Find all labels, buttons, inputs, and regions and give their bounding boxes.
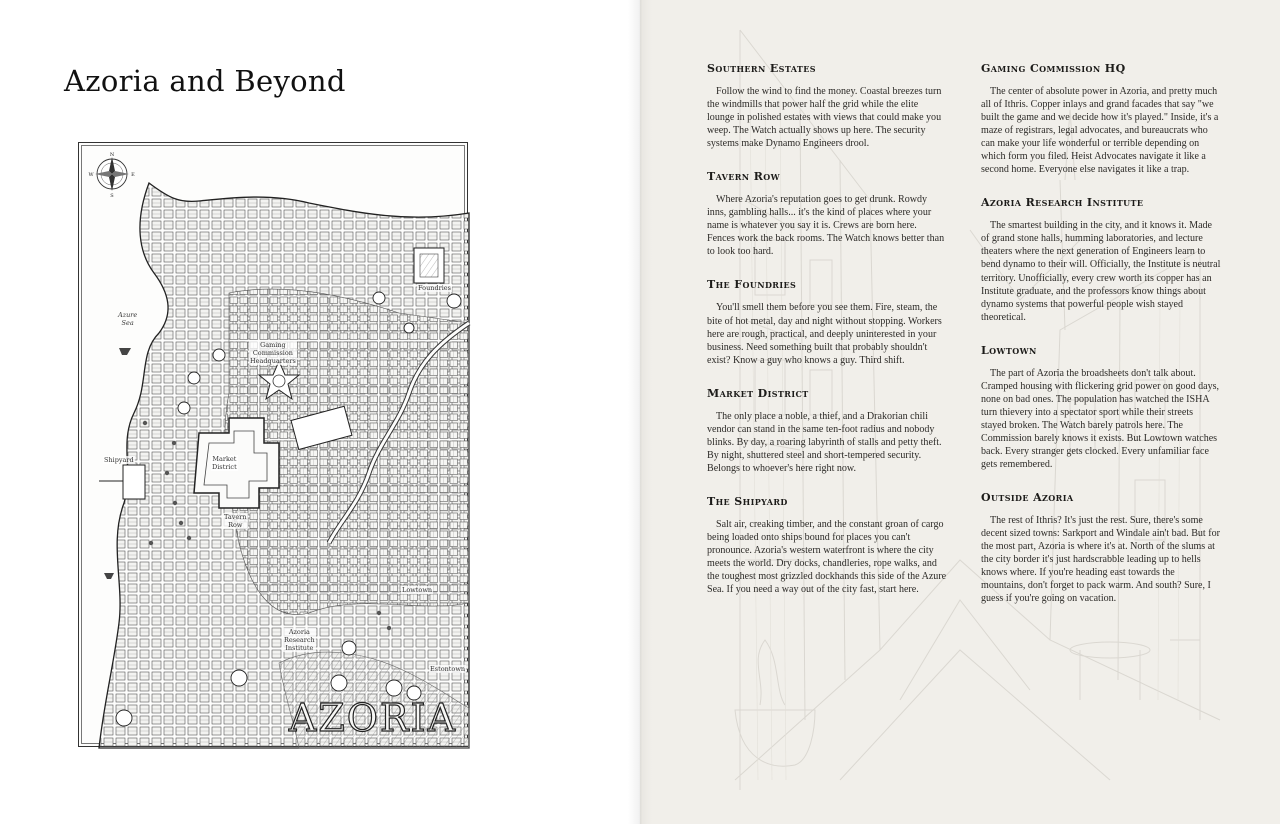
- map-label-gaming-commission: Gaming Commission Headquarters: [250, 341, 296, 365]
- section-heading: Azoria Research Institute: [981, 196, 1144, 210]
- map-label-market-district: Market District: [212, 455, 237, 471]
- page-title: Azoria and Beyond: [64, 64, 346, 98]
- map-label-research-institute: Azoria Research Institute: [284, 628, 315, 652]
- city-map: [78, 142, 468, 747]
- section-heading: The Shipyard: [707, 494, 788, 508]
- section-heading: Tavern Row: [707, 170, 781, 184]
- map-label-foundries: Foundries: [418, 284, 451, 292]
- compass-n: N: [109, 152, 115, 158]
- compass-rose-icon: [89, 151, 135, 197]
- section-heading: Lowtown: [981, 343, 1037, 357]
- section-heading: The Foundries: [707, 278, 797, 292]
- text-column-2: [981, 62, 1221, 625]
- section-heading: Outside Azoria: [981, 491, 1074, 505]
- map-label-estontown: Estontown: [430, 665, 466, 673]
- section-outside-azoria: [981, 491, 1221, 605]
- section-heading: Southern Estates: [707, 62, 816, 75]
- section-body: Where Azoria's reputation goes to get drunk. Rowdy inns, gambling halls... it's the kind of places where your name is whatever you say it is. Crews are born here. Fences work the back rooms. The Watch knows better than to look too hard.: [707, 194, 945, 258]
- section-body: You'll smell them before you see them. Fire, steam, the bite of hot metal, day and night without stopping. Workers here are rough, practical, and deeply uninterested in your business. Need something built that probably shouldn't exist? Know a guy who knows a guy. Third shift.: [707, 302, 942, 366]
- section-body: Follow the wind to find the money. Coastal breezes turn the windmills that power half the grid while the elite lounge in polished estates with views that could make you weep. The Watch actually shows up here. The security systems make Dynamo Engineers drool.: [707, 86, 942, 150]
- section-body: The rest of Ithris? It's just the rest. Sure, there's some decent sized towns: Sarkport and Windale ain't bad. But for the most part, Azoria is where it's at. North of the slums at the city border it's just hardscrabble leading up to hells knows where. If you're heading east towards the mountains, don't forget to pack warm. And south? Sure, I guess if you're going on vacation.: [981, 515, 1220, 605]
- section-heading: Market District: [707, 386, 809, 400]
- section-lowtown: [981, 344, 1221, 471]
- compass-e: E: [131, 172, 135, 178]
- map-label-lowtown: Lowtown: [402, 586, 433, 594]
- map-title: AZORIA: [288, 696, 457, 740]
- book-gutter: [628, 0, 652, 824]
- section-southern-estates: [707, 62, 947, 150]
- section-body: The smartest building in the city, and it knows it. Made of grand stone halls, humming laboratories, and lecture theaters where the next generation of Engineers learn to bend dynamo to their will. Officially, the Institute is neutral territory. Unofficially, every crew worth its copper has an Institute graduate, and the professors know things about dynamo systems that powerful people wish stayed theoretical.: [981, 220, 1221, 323]
- compass-s: S: [110, 193, 114, 199]
- compass-w: W: [88, 172, 94, 178]
- section-body: The center of absolute power in Azoria, and pretty much all of Ithris. Copper inlays and grand facades that say "we built the game and we decide how it's played." Inside, it's a maze of registrars, legal advocates, and bureaucrats who can make your life wonderful or terrible depending on which form you filed. Heist Advocates navigate it like a second home. Everyone else navigates it like a trap.: [981, 86, 1219, 176]
- section-azoria-research-institute: [981, 196, 1221, 323]
- section-market-district: [707, 387, 947, 475]
- section-body: Salt air, creaking timber, and the constant groan of cargo being loaded onto ships bound for places you can't pronounce. Azoria's western waterfront is where the city meets the world. Dry docks, chandleries, rope walks, and the toughest most grizzled dockhands this side of the Azure Sea. If you need a way out of the city fast, start here.: [707, 518, 947, 596]
- map-illustration: [79, 143, 469, 748]
- text-column-1: [707, 62, 947, 616]
- section-body: The only place a noble, a thief, and a Drakorian chili vendor can stand in the same ten-foot radius and nobody blinks. By day, a roaring labyrinth of stalls and petty theft. By night, shuttered steel and short-tempered security. Belongs to whoever's here right now.: [707, 410, 942, 474]
- section-the-foundries: [707, 278, 947, 366]
- section-gaming-commission-hq: [981, 62, 1221, 176]
- section-tavern-row: [707, 170, 947, 258]
- map-label-tavern-row: Tavern Row: [224, 513, 247, 529]
- map-label-azure-sea: Azure Sea: [118, 311, 138, 327]
- section-heading: Gaming Commission HQ: [981, 62, 1126, 75]
- section-body: The part of Azoria the broadsheets don't talk about. Cramped housing with flickering grid power on good days, none on bad ones. The population has watched the ISHA turn thievery into a spectator sport while their streets stayed broken. The Watch barely patrols here. The Commission barely knows it exists. But Lowtown watches back. Every stranger gets clocked. Every unfamiliar face gets remembered.: [981, 367, 1220, 471]
- map-label-shipyard: Shipyard: [104, 456, 134, 464]
- right-page: [640, 0, 1280, 824]
- section-the-shipyard: [707, 495, 947, 596]
